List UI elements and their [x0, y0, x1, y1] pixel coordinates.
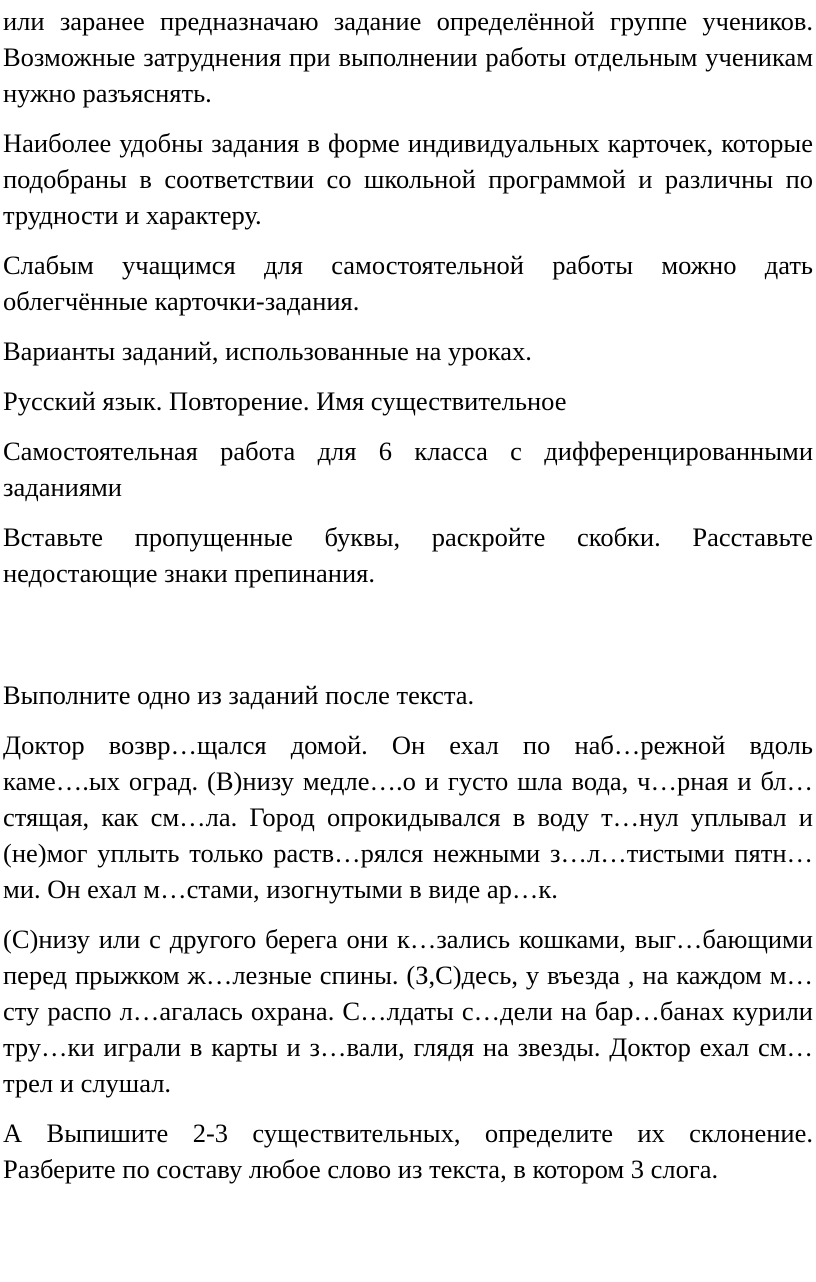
paragraph-intro: или заранее предназначаю задание определённой группе учеников. Возможные затруднения при выполнении работы отдельным ученикам нужно разъяснять.	[3, 6, 813, 108]
paragraph-cards: Наиболее удобны задания в форме индивидуальных карточек, которые подобраны в соответствии со школьной программой и различны по трудности и характеру.	[3, 128, 813, 230]
paragraph-variants: Варианты заданий, использованные на уроках.	[3, 336, 532, 366]
paragraph-work-title: Самостоятельная работа для 6 класса с дифференцированными заданиями	[3, 436, 813, 502]
paragraph-weak-students: Слабым учащимся для самостоятельной работы можно дать облегчённые карточки-задания.	[3, 250, 813, 316]
paragraph-task-note: Выполните одно из заданий после текста.	[3, 680, 475, 710]
document-page	[3, 0, 813, 1187]
paragraph-task-a: А Выпишите 2-3 существительных, определите их склонение. Разберите по составу любое слово из текста, в котором 3 слога.	[3, 1118, 813, 1184]
paragraph-topic: Русский язык. Повторение. Имя существительное	[3, 386, 567, 416]
paragraph-text-part1: Доктор возвр…щался домой. Он ехал по наб…режной вдоль каме….ых оград. (В)низу медле….о и густо шла вода, ч…рная и бл…стящая, как см…ла. Город опрокидывался в воду т…нул уплывал и (не)мог уплыть только раств…рялся нежными з…л…тистыми пятн…ми. Он ехал м…стами, изогнутыми в виде ар…к.	[3, 730, 813, 904]
paragraph-text-part2: (С)низу или с другого берега они к…зались кошками, выг…бающими перед прыжком ж…лезные спины. (З,С)десь, у въезда , на каждом м…сту распо л…агалась охрана. С…лдаты с…дели на бар…банах курили тру…ки играли в карты и з…вали, глядя на звезды. Доктор ехал см…трел и слушал.	[3, 924, 813, 1098]
paragraph-instructions: Вставьте пропущенные буквы, раскройте скобки. Расставьте недостающие знаки препинания.	[3, 522, 813, 588]
